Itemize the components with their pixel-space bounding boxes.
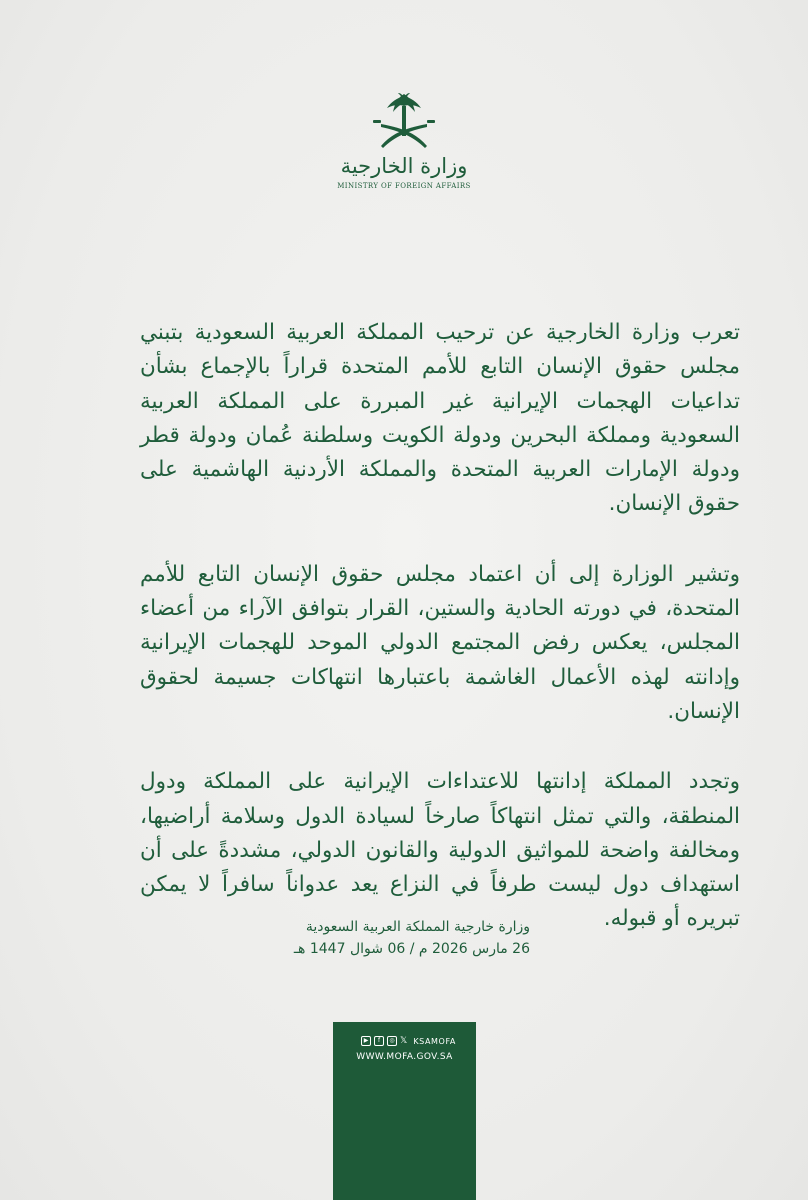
x-icon[interactable]: 𝕏 (400, 1036, 408, 1046)
footer-panel (333, 1022, 476, 1200)
issue-date: 26 مارس 2026 م / 06 شوال 1447 هـ (293, 941, 530, 957)
social-handle[interactable]: KSAMOFA (413, 1036, 456, 1046)
issuer-name: وزارة خارجية المملكة العربية السعودية (305, 919, 530, 935)
social-links (361, 1036, 456, 1046)
statement-body (140, 316, 740, 973)
ministry-logo (337, 92, 471, 214)
signature-block (280, 916, 530, 960)
ministry-name-english: MINISTRY OF FOREIGN AFFAIRS (337, 182, 471, 190)
paragraph-2: وتشير الوزارة إلى أن اعتماد مجلس حقوق الإنسان التابع للأمم المتحدة، في دورته الحادية والستين، القرار بتوافق الآراء من أعضاء المجلس، يعكس رفض المجتمع الدولي الموحد للهجمات الإيرانية وإدانته لهذه الأعمال الغاشمة باعتبارها انتهاكات جسيمة لحقوق الإنسان. (140, 561, 740, 724)
facebook-icon[interactable]: f (374, 1036, 384, 1046)
website-link[interactable]: WWW.MOFA.GOV.SA (356, 1052, 453, 1062)
saudi-emblem-icon (369, 92, 439, 154)
ministry-name-arabic: وزارة الخارجية (340, 154, 468, 178)
paragraph-3: وتجدد المملكة إدانتها للاعتداءات الإيرانية على المملكة ودول المنطقة، والتي تمثل انتهاكاً صارخاً لسيادة الدول وسلامة أراضيها، ومخالفة واضحة للمواثيق الدولية والقانون الدولي، مشددةً على أن استهداف دول ليست طرفاً في النزاع يعد عدواناً سافراً لا يمكن تبريره أو قبوله. (140, 769, 740, 932)
youtube-icon[interactable]: ▶ (361, 1036, 371, 1046)
paragraph-1: تعرب وزارة الخارجية عن ترحيب المملكة العربية السعودية بتبني مجلس حقوق الإنسان التابع للأمم المتحدة قراراً بالإجماع بشأن تداعيات الهجمات الإيرانية غير المبررة على المملكة العربية السعودية ومملكة البحرين ودولة الكويت وسلطنة عُمان ودولة قطر ودولة الإمارات العربية المتحدة والمملكة الأردنية الهاشمية على حقوق الإنسان. (140, 320, 740, 517)
instagram-icon[interactable]: ◎ (387, 1036, 397, 1046)
